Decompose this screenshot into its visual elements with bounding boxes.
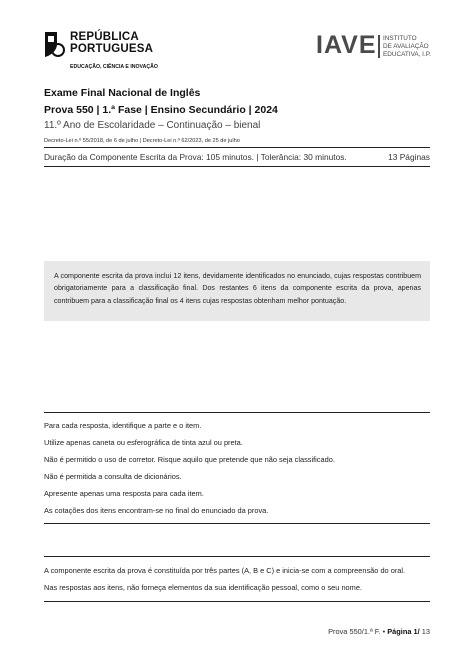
instruction-item: Não é permitida a consulta de dicionários. [44, 472, 182, 481]
exam-year-info: 11.º Ano de Escolaridade – Continuação – bienal [44, 120, 261, 131]
iave-line1: INSTITUTO [383, 35, 417, 42]
info-item: Nas respostas aos itens, não forneça elementos da sua identificação pessoal, como o seu nome. [44, 583, 362, 592]
divider-top [44, 147, 430, 148]
page-footer [328, 627, 430, 636]
iave-line3: EDUCATIVA, I.P. [383, 51, 431, 58]
divider-info-top [44, 556, 430, 557]
footer-code: Prova 550/1.ª F. • [328, 627, 386, 636]
divider-header-bottom [44, 166, 430, 167]
instruction-item: Para cada resposta, identifique a parte e o item. [44, 421, 202, 430]
instruction-item: Utilize apenas caneta ou esferográfica de tinta azul ou preta. [44, 438, 243, 447]
republica-line1: REPÚBLICA [70, 31, 139, 43]
notice-text: A componente escrita da prova inclui 12 itens, devidamente identificados no enunciado, cujas respostas contribuem obrigatoriamente para a classificação final. Dos restantes 6 itens da componente escrita da prova, apenas contribuem para a classificação final os 4 itens cujas respostas obtenham melhor pontuação. [54, 272, 421, 305]
decree-references: Decreto-Lei n.º 55/2018, de 6 de julho | Decreto-Lei n.º 62/2023, de 25 de julho [44, 138, 240, 144]
instruction-item: Apresente apenas uma resposta para cada item. [44, 489, 204, 498]
instruction-item: Não é permitido o uso de corretor. Risque aquilo que pretende que não seja classificado. [44, 455, 335, 464]
iave-line2: DE AVALIAÇÃO [383, 43, 429, 50]
exam-subtitle: Prova 550 | 1.ª Fase | Ensino Secundário | 2024 [44, 104, 278, 116]
divider-instructions-bottom [44, 523, 430, 524]
coat-of-arms-icon [42, 30, 66, 60]
divider-instructions-top [44, 412, 430, 413]
republica-portuguesa-logo [42, 28, 172, 74]
iave-logo [316, 33, 436, 67]
divider-info-bottom [44, 601, 430, 602]
republica-line2: PORTUGUESA [70, 43, 154, 55]
exam-title: Exame Final Nacional de Inglês [44, 87, 201, 99]
ministry-name: EDUCAÇÃO, CIÊNCIA E INOVAÇÃO [70, 64, 158, 70]
page-count: 13 Páginas [388, 152, 430, 162]
exam-duration: Duração da Componente Escrita da Prova: 105 minutos. | Tolerância: 30 minutos. [44, 152, 347, 162]
iave-abbr: IAVE [316, 31, 377, 59]
footer-page-total: 13 [421, 627, 430, 636]
info-item: A componente escrita da prova é constituída por três partes (A, B e C) e inicia-se com a compreensão do oral. [44, 566, 406, 575]
iave-divider [378, 35, 380, 58]
instruction-item: As cotações dos itens encontram-se no final do enunciado da prova. [44, 506, 269, 515]
footer-page-label: Página 1/ [387, 627, 420, 636]
notice-box [44, 261, 430, 321]
